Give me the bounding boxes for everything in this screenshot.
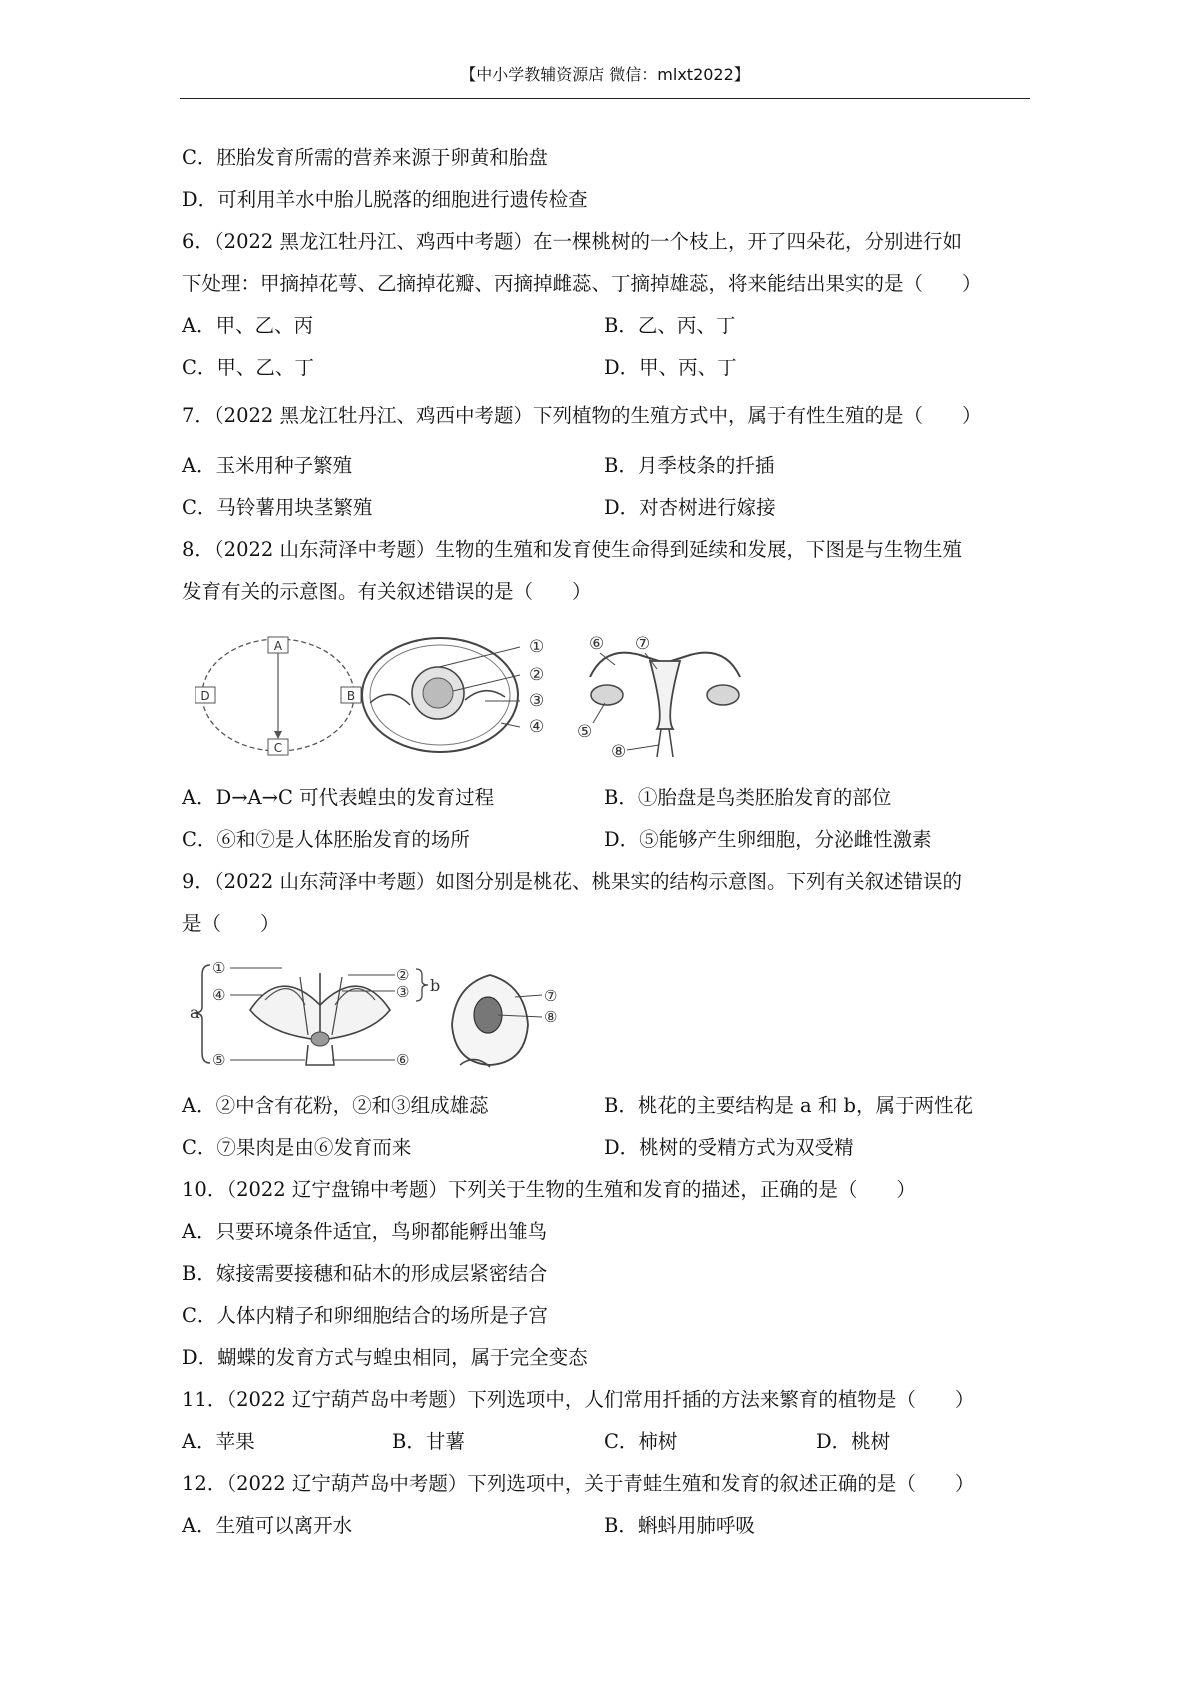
egg-label-4: ④	[529, 717, 545, 737]
q11-option-b: B．甘薯	[392, 1430, 465, 1453]
fruit-label-7: ⑦	[544, 987, 558, 1005]
q11-option-c: C．柿树	[604, 1430, 678, 1453]
q6-stem-2: 下处理：甲摘掉花萼、乙摘掉花瓣、丙摘掉雌蕊、丁摘掉雄蕊，将来能结出果实的是（ ）	[182, 272, 982, 295]
q11-option-a: A．苹果	[182, 1430, 255, 1453]
flower-label-3: ③	[396, 983, 410, 1001]
brace-label-b: b	[430, 976, 441, 995]
flower-label-6: ⑥	[396, 1051, 410, 1069]
q10-option-a: A．只要环境条件适宜，鸟卵都能孵出雏鸟	[182, 1220, 548, 1243]
q10-option-d: D．蝴蝶的发育方式与蝗虫相同，属于完全变态	[182, 1346, 588, 1369]
q12-stem: 12．（2022 辽宁葫芦岛中考题）下列选项中，关于青蛙生殖和发育的叙述正确的是（ ）	[182, 1472, 975, 1495]
q9-stem-1: 9．（2022 山东菏泽中考题）如图分别是桃花、桃果实的结构示意图。下列有关叙述错误的	[182, 870, 962, 893]
flower-label-2: ②	[396, 966, 410, 984]
q11-option-d: D．桃树	[816, 1430, 891, 1453]
q5-option-c: C．胚胎发育所需的营养来源于卵黄和胎盘	[182, 146, 548, 169]
cycle-label-b: B	[346, 689, 356, 703]
q11-stem: 11．（2022 辽宁葫芦岛中考题）下列选项中，人们常用扦插的方法来繁育的植物是（ ）	[182, 1388, 975, 1411]
q6-option-d: D．甲、丙、丁	[604, 356, 737, 379]
flower-label-1: ①	[212, 959, 226, 977]
uterus-label-7: ⑦	[635, 634, 651, 654]
q9-option-b: B．桃花的主要结构是 a 和 b，属于两性花	[604, 1094, 974, 1117]
q7-stem: 7．（2022 黑龙江牡丹江、鸡西中考题）下列植物的生殖方式中，属于有性生殖的是（ ）	[182, 404, 982, 427]
uterus-label-8: ⑧	[611, 742, 627, 762]
cycle-label-d: D	[200, 689, 210, 703]
q10-option-b: B．嫁接需要接穗和砧木的形成层紧密结合	[182, 1262, 548, 1285]
q7-option-a: A．玉米用种子繁殖	[182, 454, 353, 477]
q10-stem: 10．（2022 辽宁盘锦中考题）下列关于生物的生殖和发育的描述，正确的是（ ）	[182, 1178, 916, 1201]
egg-label-1: ①	[529, 637, 545, 657]
q9-option-a: A．②中含有花粉，②和③组成雄蕊	[182, 1094, 489, 1117]
page-header: 【中小学教辅资源店 微信：mlxt2022】	[460, 65, 750, 84]
cycle-label-a: A	[273, 639, 283, 653]
header-rule	[180, 98, 1030, 99]
q7-option-b: B．月季枝条的扦插	[604, 454, 775, 477]
q6-option-c: C．甲、乙、丁	[182, 356, 314, 379]
q7-option-d: D．对杏树进行嫁接	[604, 496, 776, 519]
q7-option-c: C．马铃薯用块茎繁殖	[182, 496, 373, 519]
q8-option-c: C．⑥和⑦是人体胚胎发育的场所	[182, 828, 470, 851]
q8-stem-2: 发育有关的示意图。有关叙述错误的是（ ）	[182, 580, 592, 603]
fruit-label-8: ⑧	[544, 1008, 558, 1026]
q9-figure	[190, 955, 590, 1075]
q8-figure	[195, 625, 805, 765]
q8-stem-1: 8．（2022 山东菏泽中考题）生物的生殖和发育使生命得到延续和发展，下图是与生物生殖	[182, 538, 962, 561]
brace-label-a: a	[190, 1003, 200, 1022]
q9-option-c: C．⑦果肉是由⑥发育而来	[182, 1136, 412, 1159]
q9-option-d: D．桃树的受精方式为双受精	[604, 1136, 854, 1159]
q12-option-b: B．蝌蚪用肺呼吸	[604, 1514, 755, 1537]
q12-option-a: A．生殖可以离开水	[182, 1514, 353, 1537]
flower-label-5: ⑤	[212, 1051, 226, 1069]
q6-option-a: A．甲、乙、丙	[182, 314, 314, 337]
q6-option-b: B．乙、丙、丁	[604, 314, 736, 337]
uterus-label-5: ⑤	[577, 722, 593, 742]
q8-option-d: D．⑤能够产生卵细胞，分泌雌性激素	[604, 828, 932, 851]
q8-option-b: B．①胎盘是鸟类胚胎发育的部位	[604, 786, 892, 809]
egg-label-2: ②	[529, 665, 545, 685]
egg-label-3: ③	[529, 691, 545, 711]
cycle-label-c: C	[273, 741, 283, 755]
q8-option-a: A．D→A→C 可代表蝗虫的发育过程	[182, 786, 495, 809]
q10-option-c: C．人体内精子和卵细胞结合的场所是子宫	[182, 1304, 548, 1327]
q6-stem-1: 6．（2022 黑龙江牡丹江、鸡西中考题）在一棵桃树的一个枝上，开了四朵花，分别进行如	[182, 230, 962, 253]
q9-stem-2: 是（ ）	[182, 912, 280, 935]
uterus-label-6: ⑥	[589, 634, 605, 654]
q5-option-d: D．可利用羊水中胎儿脱落的细胞进行遗传检查	[182, 188, 588, 211]
flower-label-4: ④	[212, 986, 226, 1004]
